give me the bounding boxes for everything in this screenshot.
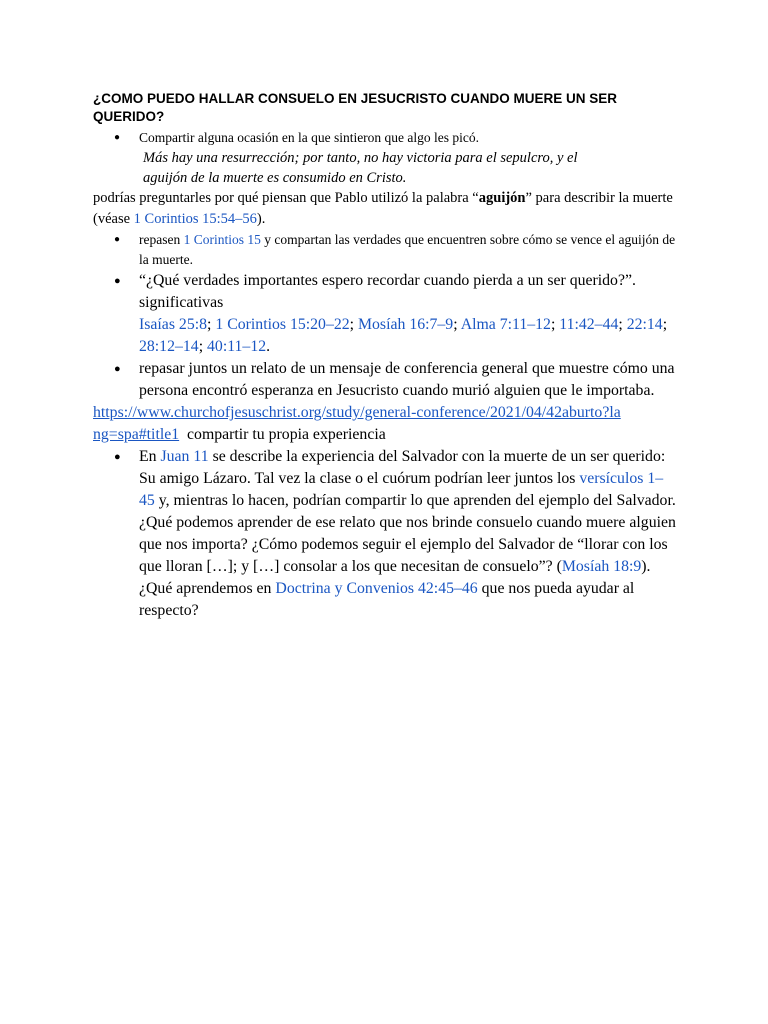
document-body bbox=[93, 90, 678, 622]
text: ). ¿Qué aprendemos en bbox=[139, 558, 651, 597]
text: y compartan las verdades que encuentren sobre cómo se vence el aguijón de la muerte. bbox=[139, 232, 676, 267]
separator: ; bbox=[207, 316, 216, 333]
scripture-link[interactable]: 28:12–14 bbox=[139, 338, 199, 355]
text: compartir tu propia experiencia bbox=[179, 426, 386, 443]
list-item bbox=[93, 358, 678, 402]
bullet-list-1 bbox=[93, 128, 678, 148]
separator: ; bbox=[349, 316, 358, 333]
scripture-link[interactable]: Alma 7:11–12 bbox=[460, 316, 551, 333]
scripture-link[interactable]: 22:14 bbox=[626, 316, 663, 333]
separator: ; bbox=[198, 338, 208, 355]
quote-line: Más hay una resurrección; por tanto, no hay victoria para el sepulcro, y el bbox=[143, 150, 578, 166]
text: ). bbox=[256, 211, 266, 227]
url-line: https://www.churchofjesuschrist.org/study/general-conference/2021/04/42aburto?la bbox=[93, 404, 621, 421]
period: . bbox=[266, 338, 271, 355]
scripture-link[interactable]: 1 Corintios 15:20–22 bbox=[215, 316, 350, 333]
conference-link-paragraph bbox=[93, 402, 678, 446]
scripture-link[interactable]: 40:11–12 bbox=[207, 338, 267, 355]
scripture-link[interactable]: Mosíah 16:7–9 bbox=[357, 316, 454, 333]
scripture-quote bbox=[93, 148, 678, 188]
text: podrías preguntarles por qué piensan que Pablo utilizó la palabra “ bbox=[93, 190, 479, 206]
bullet-list-2 bbox=[93, 230, 678, 270]
text: repasen bbox=[139, 232, 184, 247]
list-item bbox=[93, 128, 678, 148]
scripture-refs bbox=[139, 316, 667, 355]
scripture-link[interactable]: 1 Corintios 15:54–56 bbox=[133, 211, 257, 227]
quote-line: aguijón de la muerte es consumido en Cristo. bbox=[143, 170, 407, 186]
scripture-link[interactable]: Doctrina y Convenios 42:45–46 bbox=[275, 580, 478, 597]
page-title: ¿COMO PUEDO HALLAR CONSUELO EN JESUCRISTO CUANDO MUERE UN SER QUERIDO? bbox=[93, 91, 618, 124]
text: En bbox=[139, 448, 161, 465]
separator: ; bbox=[550, 316, 560, 333]
list-item bbox=[93, 270, 678, 358]
scripture-link[interactable]: versículos 1–45 bbox=[139, 470, 664, 509]
separator: ; bbox=[453, 316, 461, 333]
paragraph-aguijon bbox=[93, 188, 678, 230]
bullet-list-4 bbox=[93, 446, 678, 622]
scripture-link[interactable]: Mosíah 18:9 bbox=[561, 558, 642, 575]
scripture-link[interactable]: Isaías 25:8 bbox=[139, 316, 208, 333]
text: y, mientras lo hacen, podrían compartir lo que aprenden del ejemplo del Salvador. ¿Qué podemos aprender de ese relato que nos brinde consuelo cuando muere alguien que nos importa? ¿Cómo podemos seguir el ejemplo del Salvador de “llorar con los que lloran […]; y […] consolar a los que necesitan de consuelo”? ( bbox=[139, 492, 676, 575]
bullet-list-3 bbox=[93, 270, 678, 402]
scripture-link[interactable]: 1 Corintios 15 bbox=[183, 232, 261, 247]
bullet-text: Compartir alguna ocasión en la que sintieron que algo les picó. bbox=[139, 130, 480, 145]
list-item bbox=[93, 446, 678, 622]
text: “¿Qué verdades importantes espero recordar cuando pierda a un ser querido?”. significativas bbox=[139, 272, 636, 311]
scripture-link[interactable]: 11:42–44 bbox=[559, 316, 619, 333]
separator: ; bbox=[618, 316, 627, 333]
list-item bbox=[93, 230, 678, 270]
separator: ; bbox=[662, 316, 668, 333]
text: se describe la experiencia del Salvador con la muerte de un ser querido: Su amigo Lázaro. Tal vez la clase o el cuórum podrían leer juntos los bbox=[139, 448, 666, 487]
bold-word: aguijón bbox=[478, 190, 526, 206]
scripture-link[interactable]: Juan 11 bbox=[160, 448, 209, 465]
url-line: ng=spa#title1 bbox=[93, 426, 180, 443]
text: que nos pueda ayudar al respecto? bbox=[139, 580, 635, 619]
text: repasar juntos un relato de un mensaje de conferencia general que muestre cómo una persona encontró esperanza en Jesucristo cuando murió alguien que le importaba. bbox=[139, 360, 675, 399]
text: ” para describir la muerte (véase bbox=[93, 190, 673, 227]
